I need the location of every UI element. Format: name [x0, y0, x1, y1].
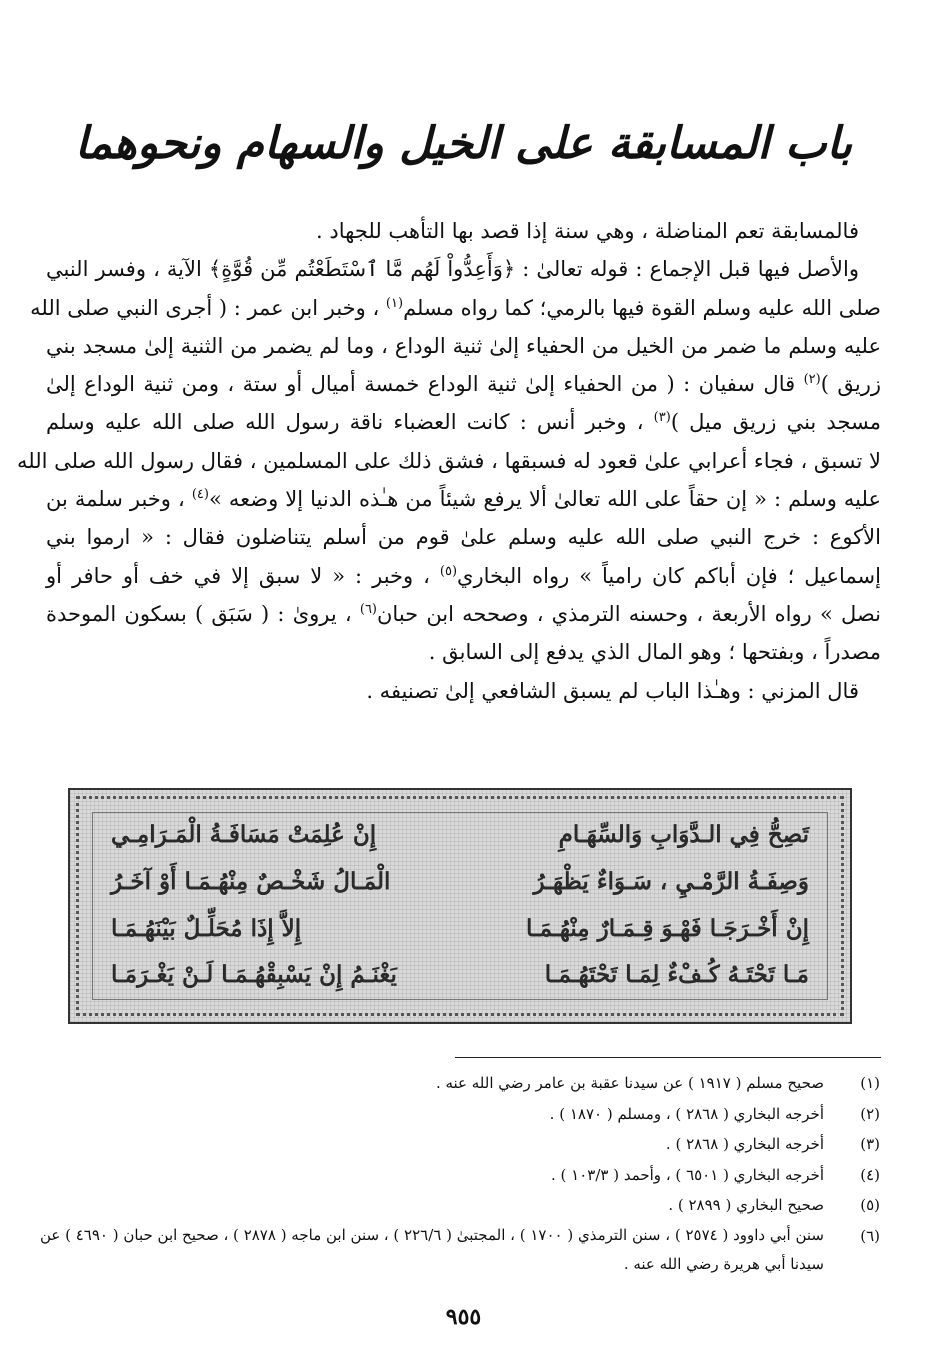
poem-box [68, 788, 852, 1024]
footnote-text: صحيح مسلم ( ١٩١٧ ) عن سيدنا عقبة بن عامر رضي الله عنه . [435, 1074, 824, 1092]
poem-verse [93, 961, 827, 1001]
verse-second-half: يَغْنَـمُ إِنْ يَسْبِقْهُـمَـا لَـنْ يَغْـرَمَـا [111, 961, 397, 988]
footnote-divider [455, 1057, 881, 1058]
footnote [40, 1068, 880, 1099]
footnote-ref[interactable]: (٦) [359, 601, 377, 617]
body-text [17, 212, 881, 710]
text-line: إسماعيل ؛ فإن أباكم كان رامياً » رواه البخاري$^{(٥)}$ ، وخبر : « لا سبق إلا في خف أو حافر أو [46, 563, 881, 588]
text-line: قال المزني : وهـٰذا الباب لم يسبق الشافعي إلىٰ تصنيفه . [366, 678, 859, 703]
footnote [40, 1160, 880, 1191]
footnote-ref[interactable]: (٥) [439, 563, 458, 579]
footnote-number: (٣) [860, 1135, 880, 1153]
text-line: نصل » رواه الأربعة ، وحسنه الترمذي ، وصححه ابن حبان$^{(٦)}$ ، يروىٰ : ( سَبَق ) بسكون الموحدة [46, 601, 881, 626]
text-line: عليه وسلم ما ضمر من الخيل من الحفياء إلىٰ ثنية الوداع ، وما لم يضمر من الثنية إلىٰ مسجد بني [46, 333, 881, 358]
footnote-number: (٥) [860, 1196, 880, 1214]
footnote-ref[interactable]: (٢) [803, 372, 821, 388]
poem-verse [93, 821, 827, 861]
text-line: عليه وسلم : « إن حقاً على الله تعالىٰ ألا يرفع شيئاً من هـٰذه الدنيا إلا وضعه »$^{(٤)}$ ، وخبر سلمة بن [46, 487, 881, 512]
verse-second-half: إِنْ عُلِمَتْ مَسَافَـةُ الْمَـرَامِـي [111, 821, 377, 848]
text-line: مسجد بني زريق ميل )$^{(٣)}$ ، وخبر أنس : كانت العضباء ناقة رسول الله صلى الله عليه وسلم [46, 410, 881, 435]
footnote-text: سنن أبي داوود ( ٢٥٧٤ ) ، سنن الترمذي ( ١٧٠٠ ) ، المجتبىٰ ( ٢٢٦/٦ ) ، سنن ابن ماجه ( ٢٨٧٨ ) ، صحيح ابن حبان ( ٤٦٩٠ ) عن سيدنا أبي هريرة رضي الله عنه . [39, 1225, 824, 1273]
footnote-number: (٤) [860, 1165, 880, 1184]
footnote-text: أخرجه البخاري ( ٢٨٦٨ ) ، ومسلم ( ١٨٧٠ ) . [549, 1104, 824, 1123]
footnote-number: (٢) [860, 1104, 880, 1123]
verse-first-half: وَصِفَـةُ الرَّمْـيِ ، سَـوَاءٌ يَظْهَـرُ [533, 868, 809, 895]
text-line: صلى الله عليه وسلم القوة فيها بالرمي؛ كما رواه مسلم$^{(١)}$ ، وخبر ابن عمر : ( أجرى النبي صلى الله [30, 295, 881, 320]
footnote-number: (١) [860, 1074, 880, 1092]
verse-first-half: إِنْ أَخْـرَجَـا فَهْـوَ قِـمَـارٌ مِنْهُـمَـا [525, 915, 809, 942]
poem-verse [93, 915, 827, 955]
text-line: الأكوع : خرج النبي صلى الله عليه وسلم علىٰ قوم من أسلم يتناضلون فقال : « ارموا بني [46, 525, 881, 550]
poem-inner-frame [92, 812, 828, 1000]
footnote [40, 1129, 880, 1160]
chapter-title: باب المسابقة على الخيل والسهام ونحوهما [74, 118, 853, 169]
footnote [40, 1221, 880, 1279]
footnote-ref[interactable]: (٤) [191, 487, 209, 503]
text-line: زريق )$^{(٢)}$ قال سفيان : ( من الحفياء إلىٰ ثنية الوداع خمسة أميال أو ستة ، ومن ثنية الوداع إلىٰ [46, 372, 881, 397]
footnote-number: (٦) [860, 1226, 880, 1245]
text-line: لا تسبق ، فجاء أعرابي علىٰ قعود له فسبقها ، فشق ذلك على المسلمين ، فقال رسول الله صلى الله [17, 448, 881, 473]
footnote-ref[interactable]: (١) [385, 295, 404, 311]
footnote-text: صحيح البخاري ( ٢٨٩٩ ) . [668, 1196, 824, 1214]
verse-second-half: الْمَـالُ شَخْـصٌ مِنْهُـمَـا أَوْ آخَـرُ [111, 868, 391, 895]
verse-first-half: تَصِحُّ فِي الـدَّوَابِ وَالسِّهَـامِ [558, 821, 809, 848]
poem-verse [93, 868, 827, 908]
footnote-text: أخرجه البخاري ( ٦٥٠١ ) ، وأحمد ( ١٠٣/٣ ) . [551, 1165, 824, 1184]
footnote-ref[interactable]: (٣) [653, 410, 671, 426]
text-line: فالمسابقة تعم المناضلة ، وهي سنة إذا قصد بها التأهب للجهاد . [316, 219, 859, 243]
footnote-text: أخرجه البخاري ( ٢٨٦٨ ) . [665, 1135, 824, 1153]
verse-second-half: إِلاَّ إِذَا مُحَلِّـلٌ بَيْنَهُـمَـا [111, 915, 302, 942]
footnote [40, 1099, 880, 1130]
footnote [40, 1190, 880, 1221]
text-line: مصدراً ، وبفتحها ؛ وهو المال الذي يدفع إلى السابق . [428, 640, 881, 665]
footnotes [40, 1068, 880, 1279]
page-number: ٩٥٥ [445, 1304, 482, 1330]
verse-first-half: مَـا تَحْتَـهُ كُـفْءٌ لِمَـا تَحْتَهُـمَـا [544, 961, 809, 988]
text-line: والأصل فيها قبل الإجماع : قوله تعالىٰ : ﴿وَأَعِدُّواْ لَهُم مَّا ٱسْتَطَعْتُم مِّن قُوَّةٍ﴾ الآية ، وفسر النبي [46, 257, 859, 282]
